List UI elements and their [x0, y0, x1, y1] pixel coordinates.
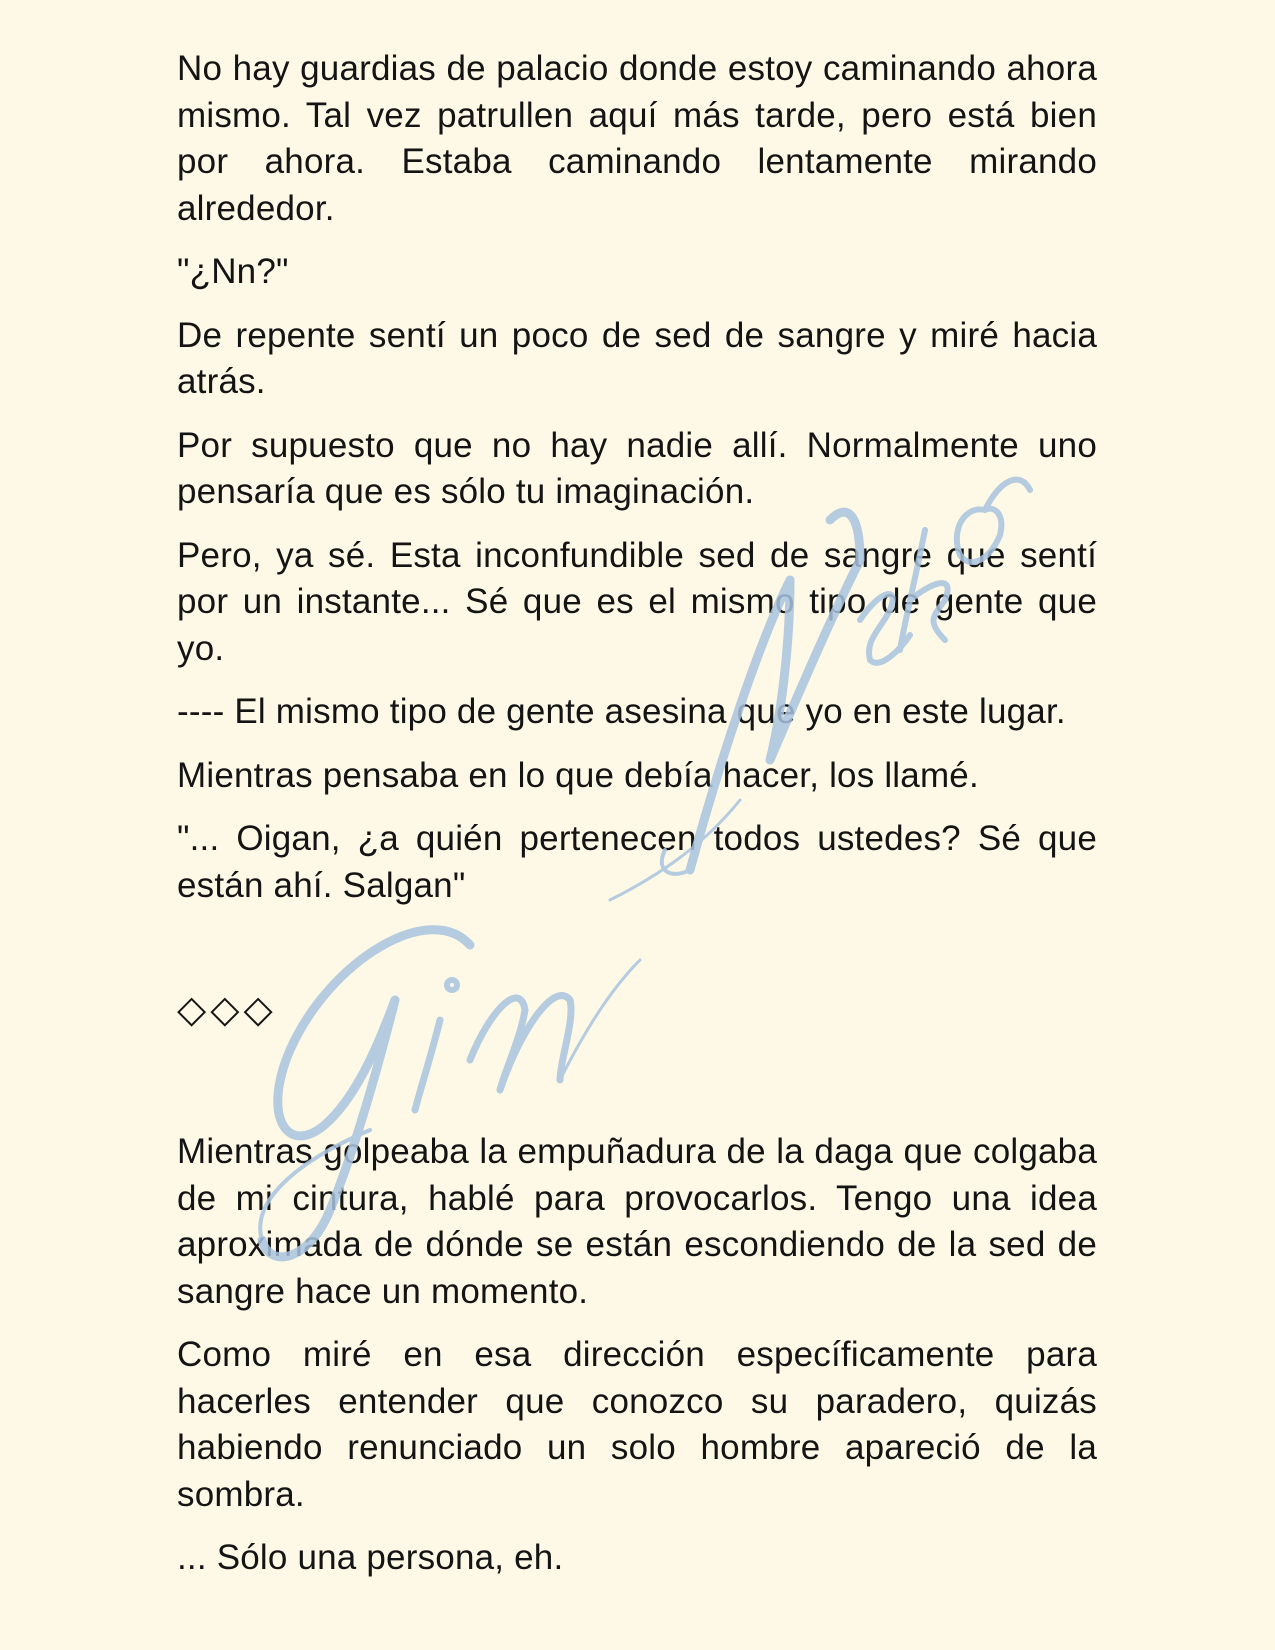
- paragraph-2: "¿Nn?": [177, 252, 289, 291]
- paragraph-3: De repente sentí un poco de sed de sangre y miré hacia atrás.: [177, 315, 1097, 401]
- scene-separator: ◇◇◇: [177, 989, 277, 1031]
- paragraph-4: Por supuesto que no hay nadie allí. Normalmente uno pensaría que es sólo tu imaginación.: [177, 425, 1097, 511]
- paragraph-11: ... Sólo una persona, eh.: [177, 1538, 564, 1577]
- document-body: [177, 46, 1097, 1599]
- paragraph-10: Como miré en esa dirección específicamente para hacerles entender que conozco su paradero, quizás habiendo renunciado un solo hombre apareció de la sombra.: [177, 1335, 1097, 1514]
- paragraph-9: Mientras golpeaba la empuñadura de la daga que colgaba de mi cintura, hablé para provocarlos. Tengo una idea aproximada de dónde se están escondiendo de la sed de sangre hace un momento.: [177, 1132, 1097, 1311]
- paragraph-1: No hay guardias de palacio donde estoy caminando ahora mismo. Tal vez patrullen aquí más tarde, pero está bien por ahora. Estaba caminando lentamente mirando alrededor.: [177, 49, 1097, 228]
- paragraph-6: ---- El mismo tipo de gente asesina que yo en este lugar.: [177, 692, 1066, 731]
- paragraph-8: "... Oigan, ¿a quién pertenecen todos ustedes? Sé que están ahí. Salgan": [177, 819, 1097, 905]
- paragraph-5: Pero, ya sé. Esta inconfundible sed de sangre que sentí por un instante... Sé que es el mismo tipo de gente que yo.: [177, 535, 1097, 668]
- paragraph-7: Mientras pensaba en lo que debía hacer, los llamé.: [177, 755, 979, 795]
